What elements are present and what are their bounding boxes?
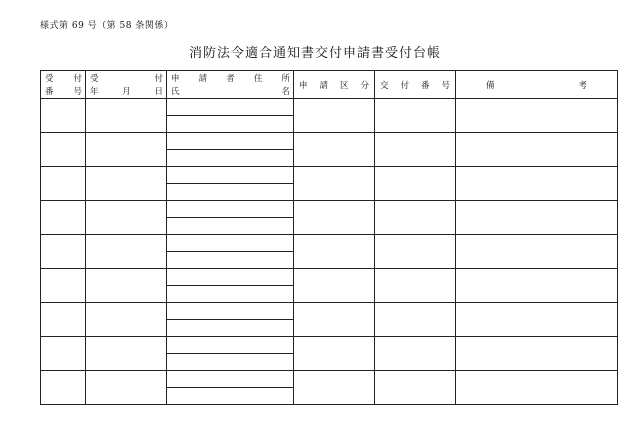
applicant-address-cell[interactable] [167,269,294,286]
receipt-date-cell[interactable] [86,167,167,201]
ledger-entry-row [41,99,618,116]
ledger-table [40,70,618,405]
applicant-address-cell[interactable] [167,337,294,354]
issue-number-cell[interactable] [375,133,456,167]
remarks-cell[interactable] [456,133,618,167]
remarks-cell[interactable] [456,337,618,371]
remarks-cell[interactable] [456,269,618,303]
header-issue-number: 交 付 番 号 [375,71,456,99]
remarks-cell[interactable] [456,235,618,269]
receipt-number-cell[interactable] [41,167,86,201]
application-category-cell[interactable] [294,99,375,133]
header-application-category: 申 請 区 分 [294,71,375,99]
header-remarks: 備 考 [456,71,618,99]
issue-number-cell[interactable] [375,235,456,269]
receipt-number-cell[interactable] [41,337,86,371]
applicant-name-cell[interactable] [167,388,294,405]
remarks-cell[interactable] [456,201,618,235]
receipt-date-cell[interactable] [86,269,167,303]
header-applicant: 申 請 者 住 所 氏 名 [167,71,294,99]
form-number: 様式第 69 号（第 58 条関係） [40,21,174,31]
applicant-name-cell[interactable] [167,184,294,201]
application-category-cell[interactable] [294,303,375,337]
ledger-entry-row [41,167,618,184]
receipt-date-cell[interactable] [86,133,167,167]
remarks-cell[interactable] [456,303,618,337]
receipt-number-cell[interactable] [41,303,86,337]
issue-number-cell[interactable] [375,99,456,133]
issue-number-cell[interactable] [375,303,456,337]
receipt-date-cell[interactable] [86,303,167,337]
application-category-cell[interactable] [294,269,375,303]
header-receipt-number: 受 付 番 号 [41,71,86,99]
ledger-entry-row [41,133,618,150]
receipt-date-cell[interactable] [86,235,167,269]
receipt-date-cell[interactable] [86,337,167,371]
applicant-name-cell[interactable] [167,116,294,133]
applicant-name-cell[interactable] [167,218,294,235]
receipt-number-cell[interactable] [41,133,86,167]
issue-number-cell[interactable] [375,167,456,201]
remarks-cell[interactable] [456,371,618,405]
applicant-name-cell[interactable] [167,252,294,269]
receipt-number-cell[interactable] [41,269,86,303]
applicant-address-cell[interactable] [167,167,294,184]
header-receipt-date: 受 付 年 月 日 [86,71,167,99]
ledger-entry-row [41,201,618,218]
receipt-number-cell[interactable] [41,99,86,133]
issue-number-cell[interactable] [375,269,456,303]
application-category-cell[interactable] [294,371,375,405]
receipt-date-cell[interactable] [86,201,167,235]
application-category-cell[interactable] [294,201,375,235]
applicant-name-cell[interactable] [167,354,294,371]
ledger-entry-row [41,235,618,252]
applicant-address-cell[interactable] [167,99,294,116]
applicant-name-cell[interactable] [167,286,294,303]
receipt-date-cell[interactable] [86,371,167,405]
applicant-name-cell[interactable] [167,320,294,337]
document-title: 消防法令適合通知書交付申請書受付台帳 [188,46,441,61]
application-category-cell[interactable] [294,337,375,371]
header-row [41,71,618,99]
issue-number-cell[interactable] [375,371,456,405]
application-category-cell[interactable] [294,167,375,201]
issue-number-cell[interactable] [375,337,456,371]
receipt-number-cell[interactable] [41,235,86,269]
applicant-name-cell[interactable] [167,150,294,167]
application-category-cell[interactable] [294,133,375,167]
applicant-address-cell[interactable] [167,201,294,218]
application-category-cell[interactable] [294,235,375,269]
ledger-entry-row [41,269,618,286]
applicant-address-cell[interactable] [167,133,294,150]
receipt-date-cell[interactable] [86,99,167,133]
applicant-address-cell[interactable] [167,371,294,388]
applicant-address-cell[interactable] [167,303,294,320]
receipt-number-cell[interactable] [41,371,86,405]
applicant-address-cell[interactable] [167,235,294,252]
issue-number-cell[interactable] [375,201,456,235]
ledger-entry-row [41,303,618,320]
remarks-cell[interactable] [456,167,618,201]
receipt-number-cell[interactable] [41,201,86,235]
ledger-entry-row [41,337,618,354]
ledger-entry-row [41,371,618,388]
remarks-cell[interactable] [456,99,618,133]
